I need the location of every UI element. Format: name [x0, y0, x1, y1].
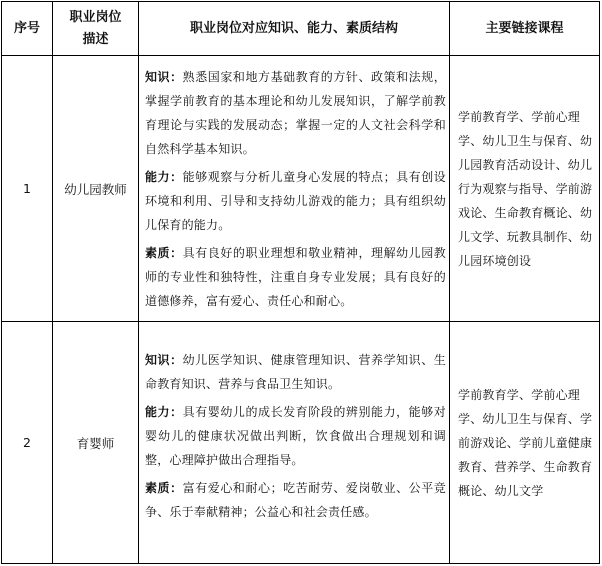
- ability-label: 能力：: [145, 405, 183, 419]
- ability-paragraph: [145, 165, 446, 237]
- table-row: [2, 56, 600, 322]
- ability-text: 具有婴幼儿的成长发育阶段的辨别能力，能够对婴幼儿的健康状况做出判断，饮食做出合理规划和调整，心理障护做出合理指导。: [145, 405, 446, 467]
- ability-text: 能够观察与分析儿童身心发展的特点；具有创设环境和利用、引导和支持幼儿游戏的能力；具有组织幼儿保育的能力。: [145, 169, 446, 232]
- quality-paragraph: [145, 476, 446, 524]
- row-courses: 学前教育学、学前心理学、幼儿卫生与保育、学前游戏论、学前儿童健康教育、营养学、生命教育概论、幼儿文学: [450, 322, 600, 564]
- row-structure: [139, 56, 450, 322]
- knowledge-text: 幼儿医学知识、健康管理知识、营养学知识、生命教育知识、营养与食品卫生知识。: [145, 353, 446, 391]
- header-courses: 主要链接课程: [450, 2, 600, 56]
- quality-label: 素质：: [145, 481, 183, 495]
- row-structure: [139, 322, 450, 564]
- knowledge-label: 知识：: [145, 353, 183, 367]
- quality-paragraph: [145, 241, 446, 313]
- header-row: [2, 2, 600, 56]
- quality-text: 具有良好的职业理想和敬业精神，理解幼儿园教师的专业性和独特性，注重自身专业发展；具有良好的道德修养，富有爱心、责任心和耐心。: [145, 245, 446, 308]
- knowledge-paragraph: [145, 65, 446, 161]
- row-courses: 学前教育学、学前心理学、幼儿卫生与保育、幼儿园教育活动设计、幼儿行为观察与指导、学前游戏论、生命教育概论、幼儿文学、玩教具制作、幼儿园环境创设: [450, 56, 600, 322]
- quality-label: 素质：: [145, 245, 183, 260]
- knowledge-paragraph: [145, 348, 446, 396]
- ability-label: 能力：: [145, 169, 183, 184]
- header-role: [53, 2, 139, 56]
- row-num: 2: [2, 322, 53, 564]
- header-role-text: 职业岗位描述: [69, 9, 122, 47]
- header-num: 序号: [2, 2, 53, 56]
- row-num: 1: [2, 56, 53, 322]
- ability-paragraph: [145, 400, 446, 472]
- row-role: 育婴师: [53, 322, 139, 564]
- table-row: [2, 322, 600, 564]
- knowledge-text: 熟悉国家和地方基础教育的方针、政策和法规，掌握学前教育的基本理论和幼儿发展知识，了解学前教育理论与实践的发展动态；掌握一定的人文社会科学和自然科学基本知识。: [145, 69, 446, 156]
- job-position-table: [1, 1, 600, 564]
- header-structure: 职业岗位对应知识、能力、素质结构: [139, 2, 450, 56]
- row-role: 幼儿园教师: [53, 56, 139, 322]
- quality-text: 富有爱心和耐心；吃苦耐劳、爱岗敬业、公平竞争、乐于奉献精神；公益心和社会责任感。: [145, 481, 446, 519]
- knowledge-label: 知识：: [145, 69, 183, 84]
